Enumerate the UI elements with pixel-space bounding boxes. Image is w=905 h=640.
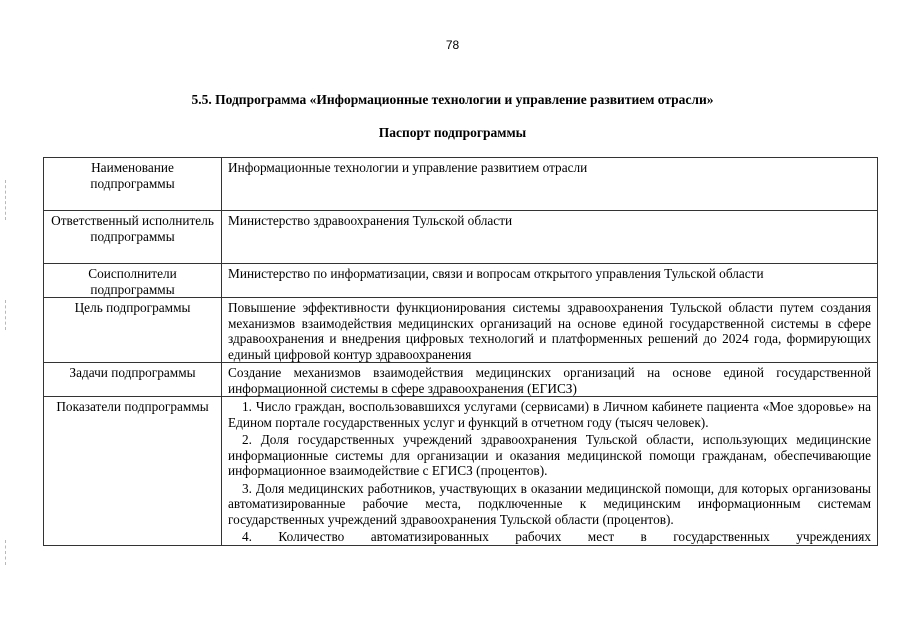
indicator-item: 1. Число граждан, воспользовавшихся услугами (сервисами) в Личном кабинете пациента «Мое здоровье» на Едином портале государственных услуг и функций в отчетном году (тысяч человек). (228, 399, 871, 430)
passport-row-responsible (44, 211, 878, 264)
passport-row-name (44, 158, 878, 211)
row-value: Повышение эффективности функционирования системы здравоохранения Тульской области путем создания механизмов взаимодействия медицинских организаций на основе единой государственной системы в сфере здравоохранения и внедрения цифровых технологий и платформенных решений до 2024 года, формирующих единый цифровой контур здравоохранения (222, 298, 878, 363)
passport-row-indicators (44, 397, 878, 546)
row-label: Соисполнители подпрограммы (44, 264, 222, 298)
indicator-item: 3. Доля медицинских работников, участвующих в оказании медицинской помощи, для которых организованы автоматизированные рабочие места, подключенные к медицинским информационным системам государственных учреждений здравоохранения Тульской области (процентов). (228, 480, 871, 527)
row-value: Министерство по информатизации, связи и вопросам открытого управления Тульской области (222, 264, 878, 298)
row-label: Ответственный исполнитель подпрограммы (44, 211, 222, 264)
passport-row-goal (44, 298, 878, 363)
passport-title: Паспорт подпрограммы (378, 125, 527, 140)
row-label: Задачи подпрограммы (44, 363, 222, 397)
indicator-item: 4. Количество автоматизированных рабочих мест в государственных учреждениях (242, 529, 871, 544)
row-label: Цель подпрограммы (44, 298, 222, 363)
section-title: 5.5. Подпрограмма «Информационные технологии и управление развитием отрасли» (191, 92, 714, 107)
indicators-list (222, 397, 878, 546)
passport-row-tasks (44, 363, 878, 397)
row-value: Министерство здравоохранения Тульской области (222, 211, 878, 264)
row-value: Создание механизмов взаимодействия медицинских организаций на основе единой государственной информационной системы в сфере здравоохранения (ЕГИСЗ) (222, 363, 878, 397)
row-value: Информационные технологии и управление развитием отрасли (222, 158, 878, 211)
row-label: Показатели подпрограммы (44, 397, 222, 546)
indicator-item: 2. Доля государственных учреждений здравоохранения Тульской области, использующих медицинские информационные системы для организации и оказания медицинской помощи гражданам, обеспечивающие информационное взаимодействие с ЕГИСЗ (процентов). (228, 432, 871, 478)
passport-table (43, 157, 878, 546)
row-label: Наименование подпрограммы (44, 158, 222, 211)
scan-margin-mark (5, 540, 7, 565)
scan-margin-mark (5, 180, 7, 220)
passport-row-coexecutors (44, 264, 878, 298)
page-number: 78 (445, 38, 460, 52)
scan-margin-mark (5, 300, 7, 330)
